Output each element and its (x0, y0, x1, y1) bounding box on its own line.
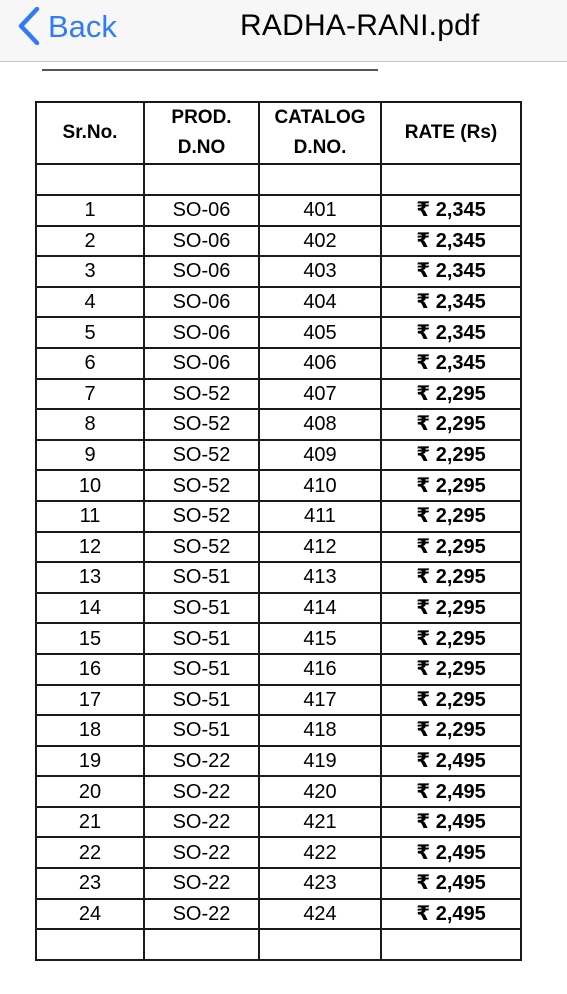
cell-catalog-dno: 424 (259, 899, 381, 930)
cell-catalog-dno: 415 (259, 623, 381, 654)
cell-rate: ₹ 2,345 (381, 226, 521, 257)
cell-prod-dno: SO-51 (144, 562, 259, 593)
cell-rate: ₹ 2,345 (381, 287, 521, 318)
cell-sr-no: 6 (36, 348, 144, 379)
cell-sr-no: 3 (36, 256, 144, 287)
cell-prod-dno: SO-52 (144, 501, 259, 532)
blank-row (36, 929, 521, 960)
table-row (36, 195, 521, 226)
cell-rate: ₹ 2,495 (381, 868, 521, 899)
cell-prod-dno: SO-06 (144, 348, 259, 379)
cell-prod-dno: SO-51 (144, 654, 259, 685)
blank-row (36, 164, 521, 195)
table-cell (381, 164, 521, 195)
table-cell (36, 929, 144, 960)
cell-rate: ₹ 2,495 (381, 837, 521, 868)
rate-table (35, 101, 522, 961)
cell-prod-dno: SO-52 (144, 470, 259, 501)
table-row (36, 868, 521, 899)
cell-prod-dno: SO-22 (144, 899, 259, 930)
cell-sr-no: 23 (36, 868, 144, 899)
table-row (36, 899, 521, 930)
cell-prod-dno: SO-52 (144, 409, 259, 440)
table-header-row (36, 102, 521, 164)
cell-sr-no: 15 (36, 623, 144, 654)
table-row (36, 501, 521, 532)
table-row (36, 409, 521, 440)
cell-rate: ₹ 2,345 (381, 317, 521, 348)
cell-catalog-dno: 405 (259, 317, 381, 348)
cell-rate: ₹ 2,495 (381, 776, 521, 807)
cell-rate: ₹ 2,295 (381, 593, 521, 624)
cell-catalog-dno: 418 (259, 715, 381, 746)
table-row (36, 470, 521, 501)
cell-sr-no: 13 (36, 562, 144, 593)
table-row (36, 807, 521, 838)
cell-sr-no: 8 (36, 409, 144, 440)
header-catalog-dno: CATALOG D.NO. (259, 102, 381, 164)
cell-prod-dno: SO-51 (144, 593, 259, 624)
cell-catalog-dno: 416 (259, 654, 381, 685)
cell-rate: ₹ 2,295 (381, 470, 521, 501)
cell-catalog-dno: 422 (259, 837, 381, 868)
table-row (36, 562, 521, 593)
cell-prod-dno: SO-22 (144, 868, 259, 899)
cell-prod-dno: SO-52 (144, 532, 259, 563)
table-cell (36, 164, 144, 195)
cell-rate: ₹ 2,295 (381, 715, 521, 746)
cell-sr-no: 4 (36, 287, 144, 318)
cell-rate: ₹ 2,495 (381, 899, 521, 930)
table-row (36, 715, 521, 746)
cell-sr-no: 1 (36, 195, 144, 226)
cell-catalog-dno: 413 (259, 562, 381, 593)
cell-sr-no: 17 (36, 685, 144, 716)
navigation-bar (0, 0, 567, 62)
cell-catalog-dno: 407 (259, 379, 381, 410)
cell-prod-dno: SO-06 (144, 287, 259, 318)
cell-prod-dno: SO-06 (144, 195, 259, 226)
cell-catalog-dno: 409 (259, 440, 381, 471)
cell-rate: ₹ 2,345 (381, 256, 521, 287)
table-row (36, 593, 521, 624)
cell-rate: ₹ 2,295 (381, 623, 521, 654)
table-row (36, 685, 521, 716)
table-row (36, 379, 521, 410)
cell-rate: ₹ 2,295 (381, 654, 521, 685)
cell-rate: ₹ 2,295 (381, 532, 521, 563)
back-label: Back (48, 8, 117, 44)
table-row (36, 226, 521, 257)
cell-prod-dno: SO-51 (144, 623, 259, 654)
cell-sr-no: 2 (36, 226, 144, 257)
cell-prod-dno: SO-22 (144, 807, 259, 838)
cell-sr-no: 21 (36, 807, 144, 838)
table-row (36, 440, 521, 471)
cell-prod-dno: SO-06 (144, 317, 259, 348)
cell-prod-dno: SO-22 (144, 837, 259, 868)
cell-catalog-dno: 410 (259, 470, 381, 501)
cell-prod-dno: SO-06 (144, 226, 259, 257)
cell-catalog-dno: 406 (259, 348, 381, 379)
cell-rate: ₹ 2,295 (381, 440, 521, 471)
table-row (36, 287, 521, 318)
table-row (36, 532, 521, 563)
cell-rate: ₹ 2,295 (381, 409, 521, 440)
table-row (36, 623, 521, 654)
header-sr-no: Sr.No. (36, 102, 144, 164)
cell-prod-dno: SO-52 (144, 440, 259, 471)
cell-rate: ₹ 2,345 (381, 348, 521, 379)
cell-sr-no: 20 (36, 776, 144, 807)
cell-catalog-dno: 401 (259, 195, 381, 226)
cell-catalog-dno: 411 (259, 501, 381, 532)
cell-prod-dno: SO-22 (144, 776, 259, 807)
cell-sr-no: 16 (36, 654, 144, 685)
cell-sr-no: 10 (36, 470, 144, 501)
cell-rate: ₹ 2,345 (381, 195, 521, 226)
cell-rate: ₹ 2,295 (381, 562, 521, 593)
cell-sr-no: 18 (36, 715, 144, 746)
table-row (36, 256, 521, 287)
cell-catalog-dno: 421 (259, 807, 381, 838)
cell-sr-no: 24 (36, 899, 144, 930)
cell-catalog-dno: 414 (259, 593, 381, 624)
cell-prod-dno: SO-51 (144, 715, 259, 746)
table-row (36, 654, 521, 685)
cropped-heading (42, 64, 378, 71)
cell-prod-dno: SO-52 (144, 379, 259, 410)
cell-rate: ₹ 2,495 (381, 807, 521, 838)
table-row (36, 776, 521, 807)
cell-catalog-dno: 420 (259, 776, 381, 807)
cell-catalog-dno: 403 (259, 256, 381, 287)
cell-prod-dno: SO-51 (144, 685, 259, 716)
table-cell (144, 164, 259, 195)
cell-sr-no: 7 (36, 379, 144, 410)
cell-sr-no: 9 (36, 440, 144, 471)
cell-catalog-dno: 419 (259, 746, 381, 777)
header-prod-dno: PROD. D.NO (144, 102, 259, 164)
cell-sr-no: 22 (36, 837, 144, 868)
cell-sr-no: 12 (36, 532, 144, 563)
cell-catalog-dno: 402 (259, 226, 381, 257)
back-button[interactable] (18, 6, 117, 46)
cell-prod-dno: SO-06 (144, 256, 259, 287)
cell-catalog-dno: 423 (259, 868, 381, 899)
cell-catalog-dno: 404 (259, 287, 381, 318)
table-row (36, 746, 521, 777)
cell-rate: ₹ 2,295 (381, 685, 521, 716)
cell-sr-no: 14 (36, 593, 144, 624)
cell-rate: ₹ 2,295 (381, 379, 521, 410)
cell-sr-no: 5 (36, 317, 144, 348)
cell-prod-dno: SO-22 (144, 746, 259, 777)
table-row (36, 837, 521, 868)
table-row (36, 317, 521, 348)
table-cell (259, 164, 381, 195)
cell-sr-no: 19 (36, 746, 144, 777)
chevron-left-icon (18, 7, 40, 45)
cell-catalog-dno: 417 (259, 685, 381, 716)
cell-catalog-dno: 412 (259, 532, 381, 563)
table-cell (259, 929, 381, 960)
document-title: RADHA-RANI.pdf (240, 9, 480, 42)
cell-rate: ₹ 2,495 (381, 746, 521, 777)
cell-catalog-dno: 408 (259, 409, 381, 440)
cell-sr-no: 11 (36, 501, 144, 532)
table-cell (381, 929, 521, 960)
table-row (36, 348, 521, 379)
cell-rate: ₹ 2,295 (381, 501, 521, 532)
header-rate: RATE (Rs) (381, 102, 521, 164)
table-cell (144, 929, 259, 960)
